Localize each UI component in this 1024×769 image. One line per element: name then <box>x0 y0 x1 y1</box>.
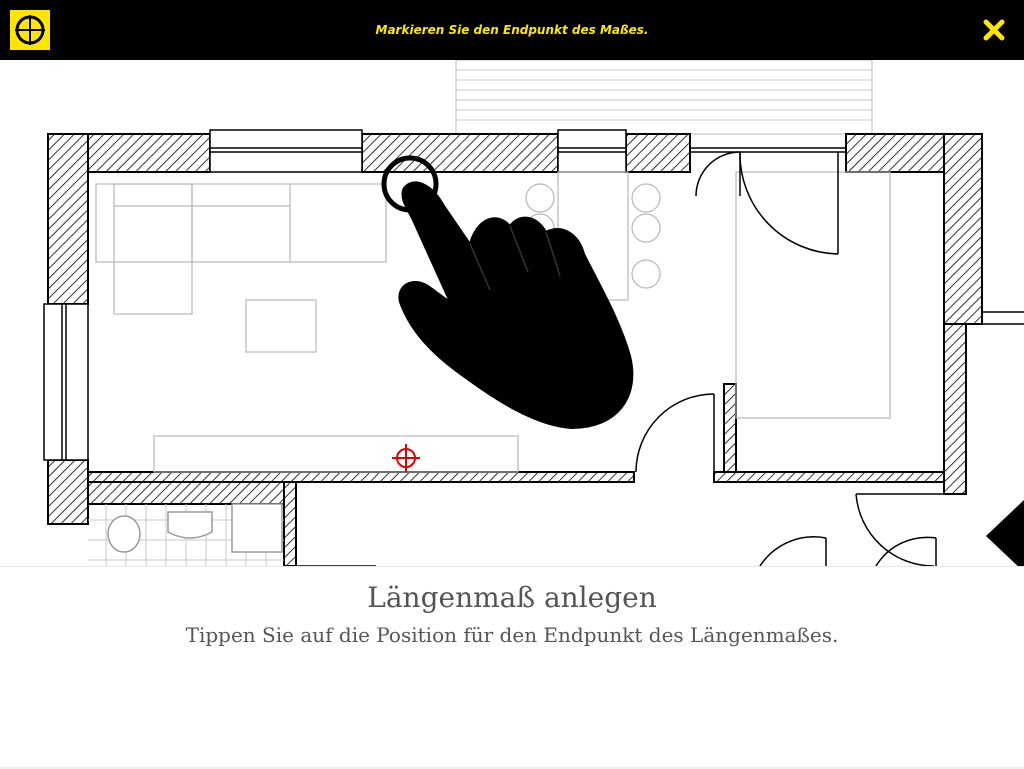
bathroom <box>88 504 284 566</box>
help-text: Tippen Sie auf die Position für den Endpunkt des Längenmaßes. <box>185 623 839 647</box>
instruction-text: Markieren Sie den Endpunkt des Maßes. <box>375 23 649 37</box>
side-arrow-icon[interactable] <box>986 500 1024 566</box>
floor-plan-canvas[interactable] <box>0 60 1024 566</box>
close-button[interactable] <box>978 14 1010 46</box>
floor-plan-drawing <box>0 60 1024 566</box>
tap-hand-icon <box>384 158 632 428</box>
target-crosshair-icon <box>392 444 420 472</box>
help-panel <box>0 566 1024 769</box>
terrace <box>456 60 872 134</box>
top-bar <box>0 0 1024 60</box>
help-title: Längenmaß anlegen <box>367 581 657 614</box>
close-x-icon <box>978 14 1010 46</box>
